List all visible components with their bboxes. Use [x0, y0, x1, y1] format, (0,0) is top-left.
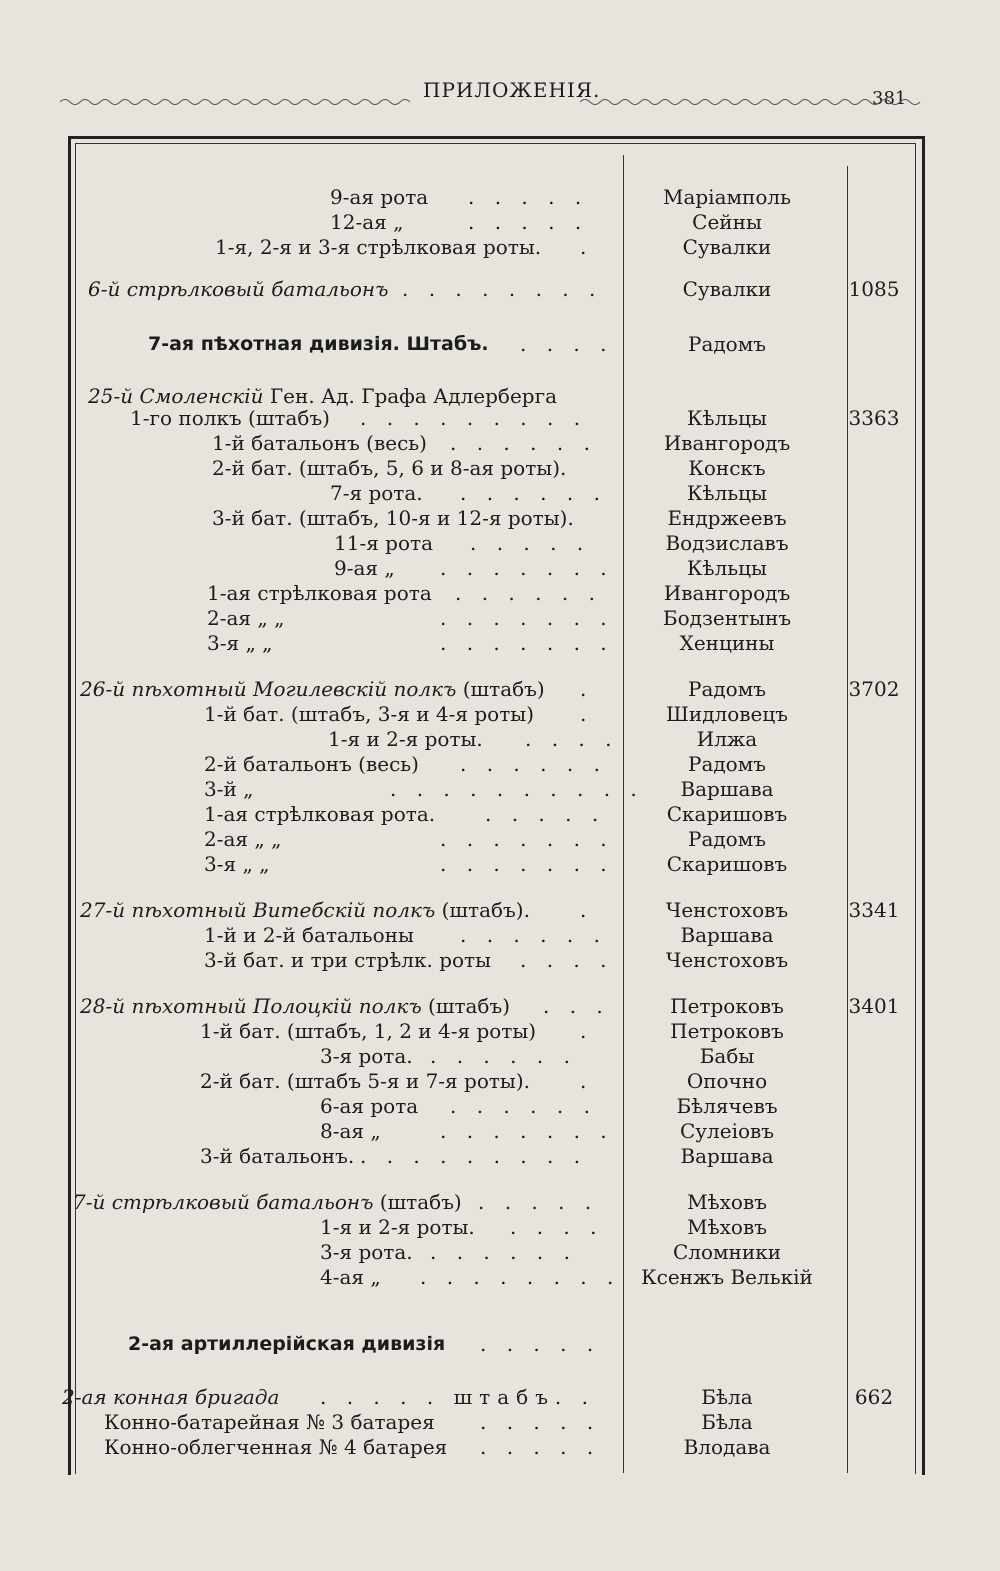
unit-name-plain: 3-й батальонъ. — [200, 1144, 355, 1168]
unit-name — [200, 1143, 354, 1169]
unit-name-plain: 3-я „ „ — [207, 631, 273, 655]
location-cell: Ченстоховъ — [665, 898, 789, 922]
leader-dots: . . . . . . — [450, 431, 597, 455]
leader-dots: . . . . . . . — [440, 556, 614, 580]
unit-name-plain: 11-я рота — [334, 531, 434, 555]
unit-name — [320, 1264, 381, 1290]
table-row — [0, 1018, 1000, 1044]
leader-dots: . . . . . . — [430, 1044, 577, 1068]
unit-name-plain: 1-го полкъ (штабъ) — [130, 406, 330, 430]
table-row — [0, 897, 1000, 923]
unit-name-plain: 3-я рота. — [320, 1240, 413, 1264]
table-row — [0, 676, 1000, 702]
unit-name — [320, 1118, 381, 1144]
table-row — [0, 801, 1000, 827]
unit-name — [80, 676, 545, 702]
leader-dots: . . . . . . . — [440, 827, 614, 851]
leader-dots: . . . . . — [480, 1410, 601, 1434]
unit-name-plain: Конно-батарейная № 3 батарея — [104, 1410, 435, 1434]
location-cell: Бѣлячевъ — [676, 1094, 778, 1118]
location-cell: Мѣховъ — [687, 1215, 767, 1239]
table-row — [0, 1264, 1000, 1290]
unit-name — [104, 1434, 447, 1460]
table-row — [0, 1118, 1000, 1144]
unit-name-italic: 27-й пѣхотный Витебскій полкъ — [80, 898, 436, 922]
table-row — [0, 1239, 1000, 1265]
unit-name-plain: 8-ая „ — [320, 1119, 381, 1143]
unit-name — [204, 701, 534, 727]
leader-dots: . . . . . . . . . . — [390, 777, 644, 801]
leader-dots: . . . . . — [478, 1190, 599, 1214]
unit-name — [320, 1239, 413, 1265]
table-row — [0, 505, 1000, 531]
location-cell: Сломники — [672, 1240, 782, 1264]
leader-dots: . — [580, 1069, 594, 1093]
location-cell: Илжа — [696, 727, 758, 751]
unit-name — [204, 776, 254, 802]
table-row — [0, 276, 1000, 302]
location-cell: Радомъ — [687, 827, 767, 851]
leader-dots: . . . . . . — [460, 752, 607, 776]
unit-name-plain: 1-ая стрѣлковая рота — [207, 581, 432, 605]
leader-dots: . . . . . . — [430, 1240, 577, 1264]
table-row — [0, 184, 1000, 210]
unit-name — [334, 555, 395, 581]
unit-name — [204, 947, 491, 973]
leader-dots: . . . . — [510, 1215, 604, 1239]
location-cell: Бѣла — [701, 1410, 753, 1434]
unit-name — [320, 1214, 475, 1240]
table-row — [0, 1093, 1000, 1119]
location-cell: Радомъ — [687, 332, 767, 356]
table-row — [0, 530, 1000, 556]
leader-dots: . — [580, 677, 594, 701]
location-cell: Радомъ — [687, 677, 767, 701]
table-row — [0, 555, 1000, 581]
leader-dots: . . . . — [520, 332, 614, 356]
table-row — [0, 993, 1000, 1019]
location-cell: Сейны — [692, 210, 762, 234]
table-row — [0, 701, 1000, 727]
page-number: 381 — [872, 88, 907, 109]
wavy-rule — [60, 96, 930, 108]
location-cell: Варшава — [680, 923, 774, 947]
leader-dots: . . . . . — [485, 802, 606, 826]
unit-name — [207, 580, 432, 606]
leader-dots: . . . . . — [480, 1332, 601, 1356]
unit-name-plain: 1-й батальонъ (весь) — [212, 431, 427, 455]
location-cell: Сувалки — [682, 277, 772, 301]
unit-name — [204, 751, 419, 777]
unit-name — [73, 1189, 462, 1215]
unit-name-plain: 3-я „ „ — [204, 852, 270, 876]
table-row — [0, 1214, 1000, 1240]
number-cell: 662 — [854, 1385, 894, 1409]
location-cell: Хенцины — [679, 631, 775, 655]
table-row — [0, 430, 1000, 456]
unit-name-plain: 2-й бат. (штабъ 5-я и 7-я роты). — [200, 1069, 531, 1093]
leader-dots: . . . . — [520, 948, 614, 972]
number-cell: 1085 — [848, 277, 900, 301]
unit-name-plain: 2-й бат. (штабъ, 5, 6 и 8-ая роты). — [212, 456, 567, 480]
table-row — [0, 480, 1000, 506]
unit-name-plain: 1-й и 2-й батальоны — [204, 923, 414, 947]
location-cell: Мѣховъ — [687, 1190, 767, 1214]
unit-name-plain: 7-ая пѣхотная дивизія. Штабъ. — [148, 333, 489, 355]
location-cell: Ивангородъ — [663, 431, 791, 455]
table-row — [0, 1434, 1000, 1460]
table-row — [0, 726, 1000, 752]
unit-name — [215, 234, 541, 260]
unit-name-plain: 9-ая „ — [334, 556, 395, 580]
location-cell: Влодава — [683, 1435, 771, 1459]
unit-name — [128, 1331, 445, 1357]
location-cell: Кѣльцы — [687, 406, 767, 430]
table-row — [0, 605, 1000, 631]
leader-dots: . . . . . . — [455, 581, 602, 605]
table-row — [0, 851, 1000, 877]
unit-name-plain: Конно-облегченная № 4 батарея — [104, 1435, 448, 1459]
location-cell: Бодзентынъ — [662, 606, 792, 630]
table-row — [0, 630, 1000, 656]
unit-name — [80, 897, 530, 923]
location-cell: Маріамполь — [662, 185, 792, 209]
unit-name-plain: (штабъ) — [421, 994, 510, 1018]
leader-dots: . — [580, 898, 594, 922]
location-cell: Кѣльцы — [687, 556, 767, 580]
location-cell: Скаришовъ — [666, 852, 788, 876]
leader-dots: . . . . . . — [450, 1094, 597, 1118]
leader-dots: . . . . . . . — [440, 606, 614, 630]
table-row — [0, 922, 1000, 948]
unit-name — [330, 480, 423, 506]
table-row — [0, 405, 1000, 431]
unit-name-plain: 12-ая „ — [330, 210, 404, 234]
leader-dots: . — [580, 1019, 594, 1043]
unit-name — [204, 851, 270, 877]
unit-name-plain: 3-й бат. и три стрѣлк. роты — [204, 948, 492, 972]
unit-name — [320, 1093, 418, 1119]
unit-name — [200, 1068, 530, 1094]
location-cell: Ивангородъ — [663, 581, 791, 605]
unit-name — [204, 922, 414, 948]
location-cell: Бабы — [699, 1044, 755, 1068]
running-title: ПРИЛОЖЕНІЯ. — [423, 78, 601, 102]
table-row — [0, 1189, 1000, 1215]
unit-name-italic: 2-ая конная бригада — [62, 1385, 280, 1409]
location-cell: Петроковъ — [670, 994, 784, 1018]
leader-dots: . . . . . штабъ. . — [320, 1385, 595, 1409]
unit-name-plain: 4-ая „ — [320, 1265, 381, 1289]
location-cell: Опочно — [686, 1069, 768, 1093]
table-row — [0, 455, 1000, 481]
leader-dots: . . . . . — [470, 531, 591, 555]
location-cell: Радомъ — [687, 752, 767, 776]
location-cell: Конскъ — [688, 456, 766, 480]
table-row — [0, 580, 1000, 606]
unit-name-plain: 3-й бат. (штабъ, 10-я и 12-я роты). — [212, 506, 574, 530]
table-row — [0, 826, 1000, 852]
table-row — [0, 1384, 1000, 1410]
leader-dots: . . . . . . . — [440, 852, 614, 876]
table-row — [0, 331, 1000, 357]
leader-dots: . . . . . . — [460, 923, 607, 947]
unit-name-italic: 26-й пѣхотный Могилевскій полкъ — [80, 677, 457, 701]
table-row — [0, 1068, 1000, 1094]
table-row — [0, 234, 1000, 260]
unit-name — [330, 209, 403, 235]
unit-name-plain: 2-ая „ „ — [207, 606, 285, 630]
unit-name — [212, 455, 566, 481]
unit-name-plain: 2-ая артиллерійская дивизія — [128, 1333, 446, 1355]
unit-name — [88, 276, 388, 302]
unit-name — [62, 1384, 279, 1410]
leader-dots: . . . . — [525, 727, 619, 751]
unit-name-italic: 6-й стрѣлковый батальонъ — [88, 277, 389, 301]
table-row — [0, 947, 1000, 973]
unit-name-plain: (штабъ). — [435, 898, 530, 922]
unit-name-plain: 1-я и 2-я роты. — [320, 1215, 475, 1239]
unit-name — [328, 726, 483, 752]
location-cell: Варшава — [680, 1144, 774, 1168]
unit-name — [200, 1018, 536, 1044]
unit-name — [80, 993, 510, 1019]
table-row — [0, 751, 1000, 777]
leader-dots: . . . . . . . — [440, 631, 614, 655]
table-row — [0, 1143, 1000, 1169]
unit-name-plain: 1-я и 2-я роты. — [328, 727, 483, 751]
leader-dots: . . . . . — [468, 185, 589, 209]
location-cell: Шидловецъ — [666, 702, 788, 726]
unit-name — [130, 405, 330, 431]
location-cell: Водзиславъ — [665, 531, 789, 555]
unit-name-plain: 1-й бат. (штабъ, 1, 2 и 4-я роты) — [200, 1019, 537, 1043]
unit-name — [330, 184, 428, 210]
leader-dots: . . . . . — [480, 1435, 601, 1459]
unit-name — [148, 331, 489, 357]
unit-name-plain: 2-ая „ „ — [204, 827, 282, 851]
unit-name — [207, 630, 273, 656]
unit-name-plain: (штабъ) — [373, 1190, 462, 1214]
unit-name-italic: 7-й стрѣлковый батальонъ — [73, 1190, 374, 1214]
number-cell: 3341 — [848, 898, 900, 922]
leader-dots: . . . . . . . — [440, 1119, 614, 1143]
table-row — [0, 1043, 1000, 1069]
leader-dots: . . . . . . . . — [402, 277, 603, 301]
leader-dots: . . . . . — [468, 210, 589, 234]
unit-name-plain: (штабъ) — [456, 677, 545, 701]
leader-dots: . . . . . . . . . — [360, 406, 588, 430]
unit-name-plain: 7-я рота. — [330, 481, 423, 505]
number-cell: 3702 — [848, 677, 900, 701]
number-cell: 3401 — [848, 994, 900, 1018]
unit-name-italic: 25-й Смоленскій — [88, 384, 264, 408]
unit-name-plain: 1-я, 2-я и 3-я стрѣлковая роты. — [215, 235, 542, 259]
page-header — [0, 78, 1000, 118]
unit-name — [204, 826, 281, 852]
leader-dots: . — [580, 702, 594, 726]
leader-dots: . . . . . . — [460, 481, 607, 505]
location-cell: Сувалки — [682, 235, 772, 259]
leader-dots: . . . . . . . . . — [360, 1144, 588, 1168]
unit-name — [104, 1409, 435, 1435]
unit-name-italic: 28-й пѣхотный Полоцкій полкъ — [80, 994, 422, 1018]
location-cell: Петроковъ — [670, 1019, 784, 1043]
table-row — [0, 776, 1000, 802]
unit-name — [212, 430, 427, 456]
unit-name-plain: 3-я рота. — [320, 1044, 413, 1068]
unit-name — [334, 530, 433, 556]
location-cell: Ченстоховъ — [665, 948, 789, 972]
location-cell: Варшава — [680, 777, 774, 801]
unit-name-plain: 6-ая рота — [320, 1094, 419, 1118]
unit-name — [204, 801, 435, 827]
table-row — [0, 209, 1000, 235]
location-cell: Ендржеевъ — [667, 506, 787, 530]
location-cell: Ксенжъ Велькій — [641, 1265, 813, 1289]
number-cell: 3363 — [848, 406, 900, 430]
leader-dots: . . . — [543, 994, 610, 1018]
location-cell: Сулеіовъ — [679, 1119, 775, 1143]
unit-name-plain: 2-й батальонъ (весь) — [204, 752, 419, 776]
unit-name — [207, 605, 284, 631]
unit-name-plain: 9-ая рота — [330, 185, 429, 209]
unit-name — [320, 1043, 413, 1069]
unit-name — [212, 505, 574, 531]
unit-name-plain: 1-ая стрѣлковая рота. — [204, 802, 436, 826]
unit-name-plain: Ген. Ад. Графа Адлерберга — [263, 384, 557, 408]
leader-dots: . — [580, 235, 594, 259]
location-cell: Кѣльцы — [687, 481, 767, 505]
location-cell: Скаришовъ — [666, 802, 788, 826]
leader-dots: . . . . . . . . — [420, 1265, 621, 1289]
table-row — [0, 1331, 1000, 1357]
location-cell: Бѣла — [701, 1385, 753, 1409]
unit-name-plain: 3-й „ — [204, 777, 254, 801]
unit-name-plain: 1-й бат. (штабъ, 3-я и 4-я роты) — [204, 702, 535, 726]
table-row — [0, 1409, 1000, 1435]
